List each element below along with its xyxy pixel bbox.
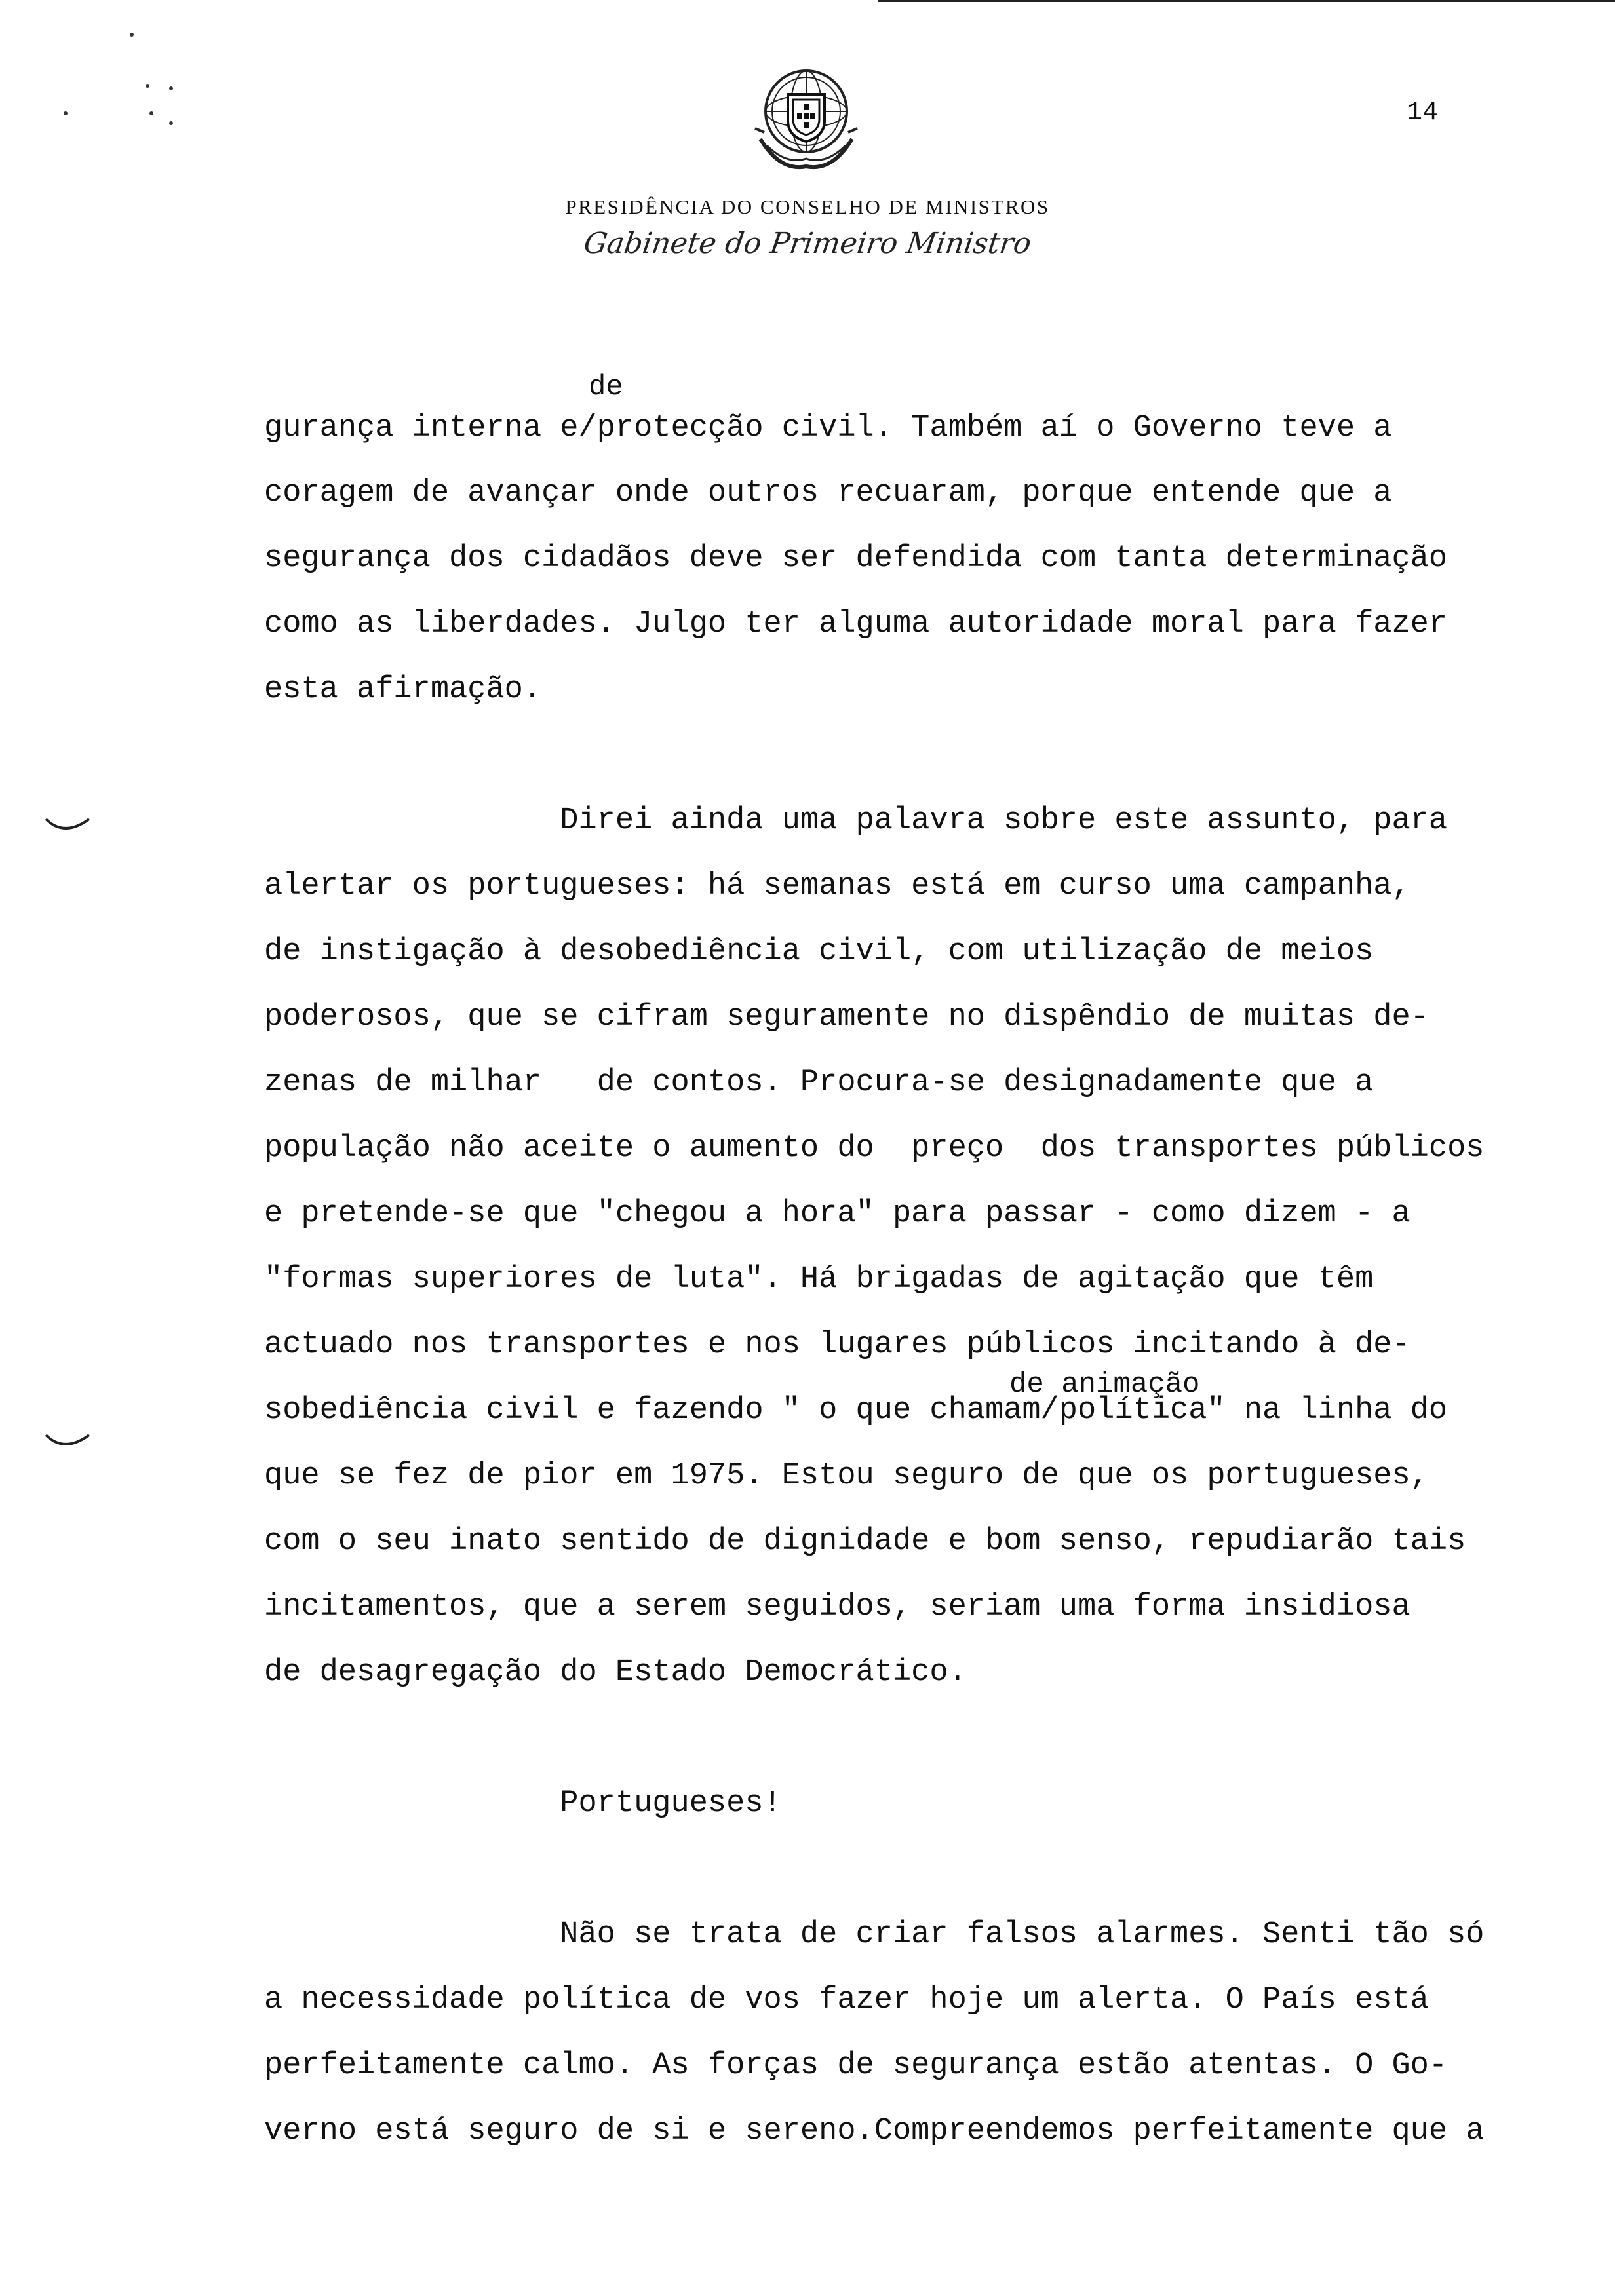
body-line: com o seu inato sentido de dignidade e bom senso, repudiarão tais [264,1524,1466,1559]
body-line: alertar os portugueses: há semanas está em curso uma campanha, [264,869,1411,904]
body-line: de instigação à desobediência civil, com utilização de meios [264,934,1374,969]
body-line: e pretende-se que "chegou a hora" para passar - como dizem - a [264,1196,1411,1231]
body-line: que se fez de pior em 1975. Estou seguro de que os portugueses, [264,1459,1429,1493]
body-line: sobediência civil e fazendo " o que chamam/política" na linha do [264,1393,1448,1428]
scan-speck [169,121,173,125]
top-edge-rule [878,0,1615,2]
letterhead-organization: PRESIDÊNCIA DO CONSELHO DE MINISTROS [565,195,1050,218]
body-line: incitamentos, que a serem seguidos, seriam uma forma insidiosa [264,1590,1411,1624]
scan-speck [149,111,153,115]
body-line: como as liberdades. Julgo ter alguma autoridade moral para fazer [264,607,1448,641]
scan-speck [130,33,134,37]
body-line: gurança interna e/protecção civil. Também aí o Governo teve a [264,411,1392,446]
margin-tick-mark [45,815,90,835]
body-line: esta afirmação. [264,672,542,707]
body-line: a necessidade política de vos fazer hoje um alerta. O País está [264,1983,1429,2018]
body-line: população não aceite o aumento do preço dos transportes públicos [264,1131,1485,1166]
body-line: verno está seguro de si e sereno.Compreendemos perfeitamente que a [264,2114,1485,2149]
scan-speck [146,84,149,88]
body-line: de desagregação do Estado Democrático. [264,1655,967,1690]
body-line: poderosos, que se cifram seguramente no dispêndio de muitas de- [264,1000,1429,1035]
body-line: actuado nos transportes e nos lugares públicos incitando à de- [264,1328,1411,1362]
body-line: segurança dos cidadãos deve ser defendida com tanta determinação [264,541,1448,576]
handwritten-insertion: de [589,371,623,404]
body-line: Não se trata de criar falsos alarmes. Senti tão só [264,1917,1485,1952]
page-number: 14 [1407,98,1439,128]
body-line: zenas de milhar de contos. Procura-se designadamente que a [264,1065,1374,1100]
body-line: Direi ainda uma palavra sobre este assunto, para [264,803,1448,838]
margin-tick-mark [45,1431,90,1451]
coat-of-arms-icon [741,60,872,178]
salutation-line: Portugueses! [264,1786,782,1821]
scan-speck [64,111,68,115]
body-line: perfeitamente calmo. As forças de segurança estão atentas. O Go- [264,2048,1448,2083]
body-line: "formas superiores de luta". Há brigadas de agitação que têm [264,1262,1374,1297]
body-line: coragem de avançar onde outros recuaram, porque entende que a [264,476,1392,510]
scan-speck [169,86,173,90]
handwritten-insertion: de animação [1009,1368,1200,1401]
letterhead-office: Gabinete do Primeiro Ministro [581,227,1034,260]
